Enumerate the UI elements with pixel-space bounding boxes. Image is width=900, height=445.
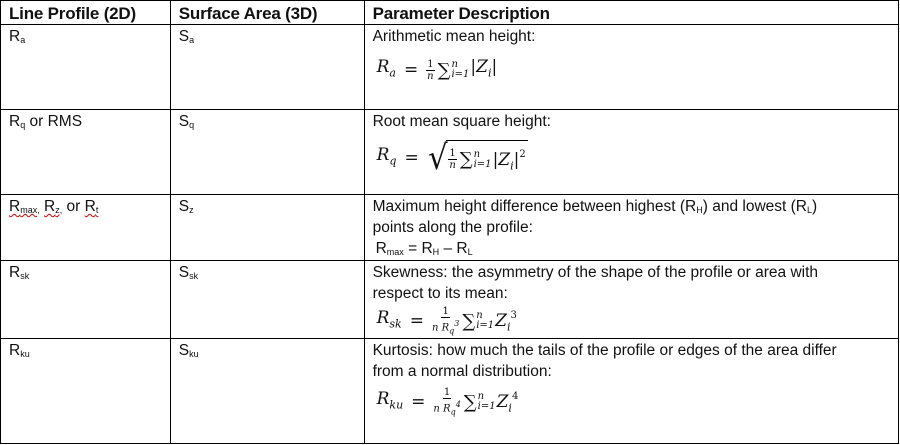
description-cell [364, 261, 898, 339]
profile-cell: $R_{max,}$ $R_{z,}$ or $R_t$ [1, 195, 171, 261]
description-text: Arithmetic mean height: [372, 28, 536, 45]
surface-cell: $S_a$ [170, 25, 364, 110]
surface-cell: $S_z$ [170, 195, 364, 261]
profile-cell: $R_a$ [1, 25, 171, 110]
table-row-ra [1, 25, 899, 110]
table-row-rku [1, 339, 899, 444]
description-text: Root mean square height: [372, 113, 551, 130]
formula-rku: $R_{ku}$ = $\frac{1}{n R_q^4}$ ∑ n i=1 $Z_i^4$ [376, 386, 519, 417]
header-line-profile: Line Profile (2D) [1, 1, 171, 25]
table-row-rsk [1, 261, 899, 339]
header-row [1, 1, 899, 25]
description-cell [364, 195, 898, 261]
formula-rsk: $R_{sk}$ = $\frac{1}{n R_q^3}$ ∑ n i=1 $Z_i^3$ [376, 305, 517, 336]
description-line-2: points along the profile: [372, 219, 533, 236]
header-parameter-description: Parameter Description [364, 1, 898, 25]
description-line-1: Maximum height difference between highest $(R_H)$ and lowest $(R_L)$ [372, 198, 818, 215]
formula-ra: $R_a$ = $\frac{1}{n}$ ∑ n i=1 $|Z_i|$ [376, 56, 498, 82]
surface-cell: $S_q$ [170, 110, 364, 195]
profile-cell: $R_{ku}$ [1, 339, 171, 444]
surface-cell: $S_{ku}$ [170, 339, 364, 444]
formula-rq: $R_q$ = √ $\frac{1}{n}$ ∑ n i=1 $|Z_i|^2$ [376, 137, 526, 178]
profile-cell: $R_{sk}$ [1, 261, 171, 339]
description-cell [364, 110, 898, 195]
description-cell [364, 25, 898, 110]
description-line-2: respect to its mean: [372, 285, 508, 302]
description-line-1: Kurtosis: how much the tails of the profile or edges of the area differ [372, 342, 837, 359]
description-line-2: from a normal distribution: [372, 363, 552, 380]
table-row-rq [1, 110, 899, 195]
table-row-rmax [1, 195, 899, 261]
description-line-1: Skewness: the asymmetry of the shape of the profile or area with [372, 264, 819, 281]
profile-cell: $R_q$ or RMS [1, 110, 171, 195]
header-surface-area: Surface Area (3D) [170, 1, 364, 25]
formula-rmax: $R_{max} = R_H - R_L$ [375, 240, 473, 257]
description-cell [364, 339, 898, 444]
surface-cell: $S_{sk}$ [170, 261, 364, 339]
